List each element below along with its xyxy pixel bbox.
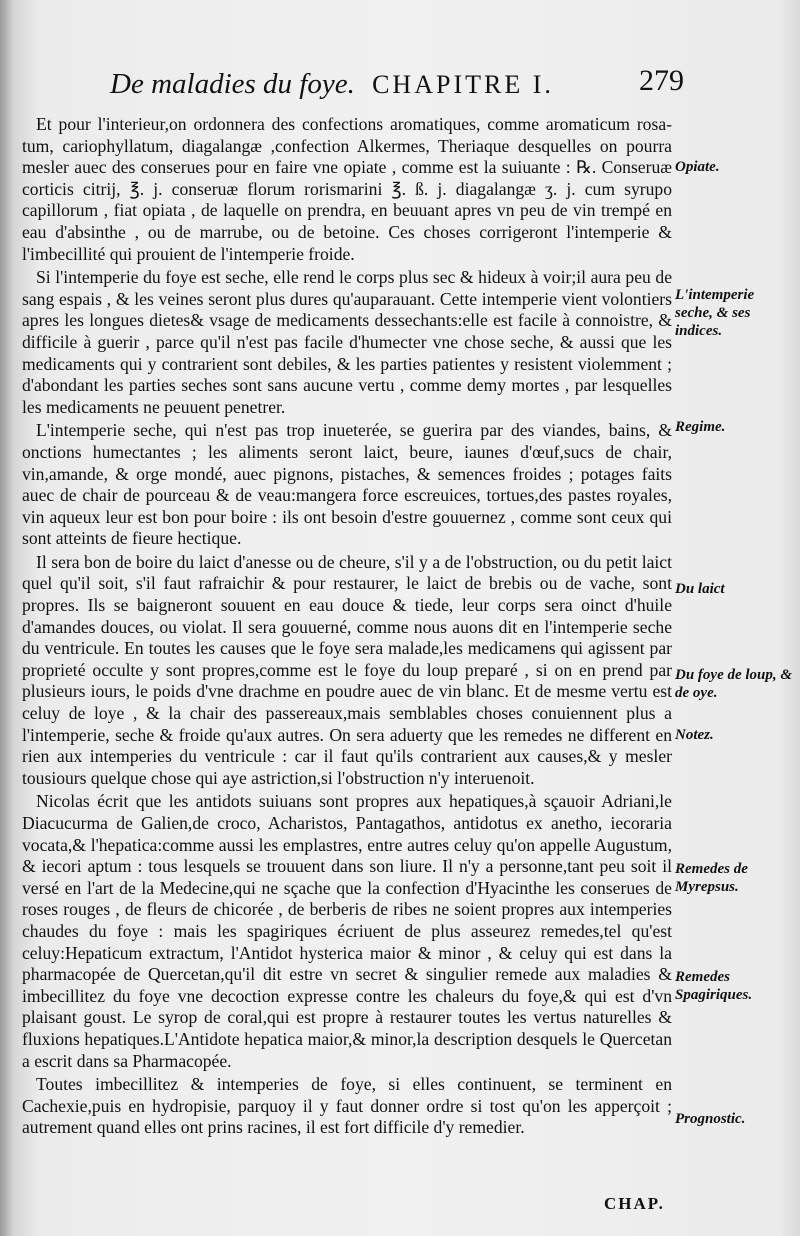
margin-note: Opiate.: [675, 159, 720, 175]
catchword: CHAP.: [604, 1194, 665, 1213]
paragraph: Nicolas écrit que les antidots suiuans sont propres aux hepatiques,à sçauoir Adriani,le Diacucurma de Galien,de croco, Acharistos, Pantagathos, antidotus ex anetho, iecoraria vocata,& l'hepatica:comme aussi les emplastres, entre autres celuy qu'on appelle Augustum, & iecori aptum : tous lesquels se trouuent dans son liure. Il n'y a personne,tant peu soit il versé en l'art de la Medecine,qui ne sçache que la confection d'Hyacinthe les conserues de roses rouges , de fleurs de chicorée , de berberis de ribes ne soient propres aux intemperies chaudes du foye : mais les spagiriques écriuent de plus asseurez remedes,tel qu'est celuy:Hepaticum extractum, l'Antidot hysterica maior & minor , & celuy qui est dans la pharmacopée de Quercetan,qu'il dit estre vn secret & singulier remede aux maladies & imbecillitez du foye vne decoction expresse contre les chaleurs du foye,& qui est d'vn plaisant goust. Le syrop de coral,qui est propre à restaurer toutes les vertus naturelles & fluxions hepatiques.L'Antidote hepatica maior,& minor,la description desquels le Quercetan a escrit dans sa Pharmacopée.: [22, 791, 672, 1071]
margin-note: Du foye de loup, & de oye.: [675, 667, 793, 701]
paragraph: L'intemperie seche, qui n'est pas trop inueterée, se guerira par des viandes, bains, & onctions humectantes ; les aliments seront laict, beure, iaunes d'œuf,sucs de chair, vin,amande, & orge mondé, auec pignons, pistaches, & semences froides ; potages faits auec de chair de pourceau & de veau:mangera force escreuices, tortues,des pastes royales, vin aqueux leur est bon pour boire : ils ont besoin d'estre gouuernez , comme sont ceux qui sont atteints de fieure hectique.: [22, 420, 672, 549]
running-title: De maladies du foye.: [110, 68, 355, 100]
page-number: 279: [639, 64, 684, 97]
margin-note: Remedes Spagiriques.: [675, 969, 753, 1003]
running-header: [110, 64, 684, 108]
margin-note: Du laict: [675, 581, 725, 597]
main-text: [22, 114, 672, 1139]
paragraph: Il sera bon de boire du laict d'anesse ou de cheure, s'il y a de l'obstruction, ou du petit laict quel qu'il soit, s'il faut rafraichir & pour restaurer, le laict de brebis ou de vache, sont propres. Ils se baigneront souuent en eau douce & tiede, leur corps sera oinct d'huile d'amandes douces, ou violat. Il sera gouuerné, comme nous auons dit en l'intemperie seche du ventricule. En toutes les causes que le foye sera malade,les medicamens qui agissent par proprieté occulte y sont propres,comme est le foye du loup preparé , si on en prend par plusieurs iours, le poids d'vne drachme en poudre auec de vin blanc. Et de mesme vertu est celuy de loye , & la chair des passereaux,mais semblables choses conuiennent plus a l'intemperie, seche & froide qu'aux autres. On sera aduerty que les remedes ne different en rien aux intemperies du ventricule : car il faut qu'ils contrarient aux causes,& y mesler tousiours quelque chose qui aye astriction,si l'obstruction n'y interuenoit.: [22, 551, 672, 788]
margin-note: Prognostic.: [675, 1111, 746, 1127]
margin-note: L'intemperie seche, & ses indices.: [675, 287, 755, 339]
margin-note: Notez.: [675, 727, 714, 743]
paragraph: Et pour l'interieur,on ordonnera des confections aromatiques, comme aromaticum rosa- tum, cariophyllatum, diagalangæ ,confection Alkermes, Theriaque desquelles on pourra mesler auec des conserues pour en faire vne opiate , comme est la suiuante : ℞. Conseruæ corticis citrij, ℥. j. conseruæ florum rorismarini ℥. ß. j. diagalangæ ʒ. j. cum syrupo capillorum , fiat opiata , de laquelle on prendra, en beuuant apres vn peu de vin trempé en eau d'absinthe , ou de marrube, ou de betoine. Ces choses corrigeront l'intemperie & l'imbecillité qui prouient de l'intemperie froide.: [22, 114, 672, 264]
margin-note: Regime.: [675, 419, 726, 435]
margin-note: Remedes de Myrepsus.: [675, 861, 748, 895]
chapter-label: CHAPITRE I.: [372, 70, 554, 99]
paragraph: Si l'intemperie du foye est seche, elle rend le corps plus sec & hideux à voir;il aura peu de sang espais , & les veines seront plus dures qu'auparauant. Cette intemperie vient volontiers apres les longues dietes& vsage de medicaments dessechants:elle est facile à connoistre, & difficile à guerir , parce qu'il n'est pas facile d'humecter vne chose seche, & aussi que les medicaments qui y contrarient sont debiles, & les parties patientes y resistent violemment ; d'abondant les parties seches sont sans aucune vertu , comme demy mortes , par lesquelles les medicaments ne peuuent penetrer.: [22, 267, 672, 417]
paragraph: Toutes imbecillitez & intemperies de foye, si elles continuent, se terminent en Cachexie,puis en hydropisie, parquoy il y faut donner ordre si tost qu'on les apperçoit ; autrement quand elles ont prins racines, il est fort difficile d'y remedier.: [22, 1074, 672, 1138]
